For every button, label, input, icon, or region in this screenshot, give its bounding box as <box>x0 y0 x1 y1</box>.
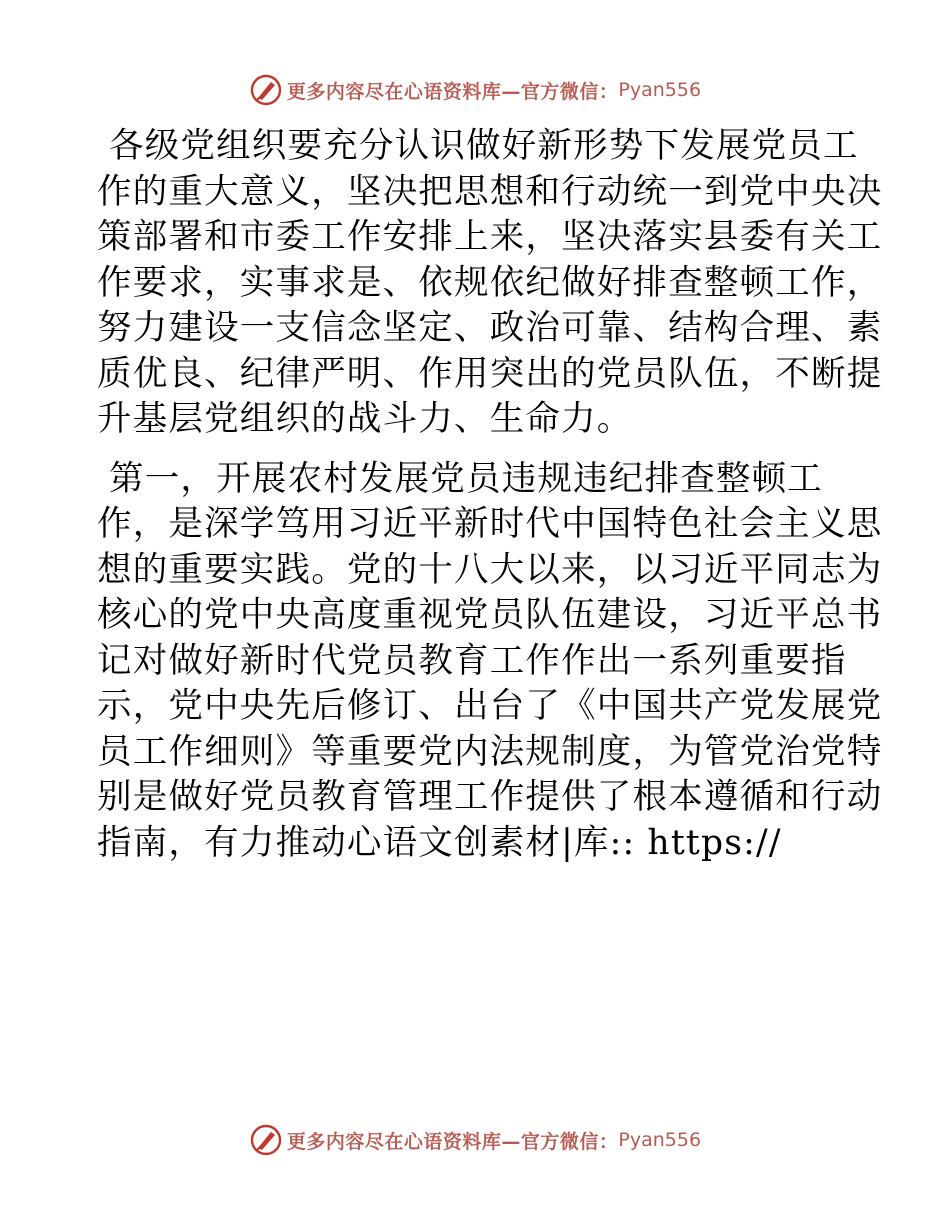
footer-banner-text: 更多内容尽在心语资料库—官方微信： <box>286 1130 619 1153</box>
paragraph-line: 各级党组织要充分认识做好新形势下发展党员工 <box>109 126 859 166</box>
paragraph-line: 员工作细则》等重要党内法规制度，为管党治党特 <box>97 731 883 772</box>
paragraph-2 <box>97 457 883 867</box>
document-body <box>97 124 883 880</box>
paragraph-line: 想的重要实践。党的十八大以来，以习近平同志为 <box>97 549 883 590</box>
header-banner <box>0 70 950 110</box>
footer-wechat-id: Pyan556 <box>618 1129 702 1151</box>
paragraph-1 <box>97 124 883 443</box>
paragraph-line: 作，是深学笃用习近平新时代中国特色社会主义思 <box>97 504 883 544</box>
paragraph-line: 别是做好党员教育管理工作提供了根本遵循和行动 <box>97 777 883 817</box>
paragraph-line: 升基层党组织的战斗力、生命力。 <box>97 399 633 439</box>
header-banner-text: 更多内容尽在心语资料库—官方微信： <box>286 80 619 103</box>
paragraph-line: 作的重大意义，坚决把思想和行动统一到党中央决 <box>97 171 883 212</box>
paragraph-line: 策部署和市委工作安排上来，坚决落实县委有关工 <box>97 217 883 257</box>
paragraph-line: 记对做好新时代党员教育工作作出一系列重要指 <box>97 640 847 681</box>
paragraph-line: 核心的党中央高度重视党员队伍建设，习近平总书 <box>97 595 883 635</box>
paragraph-line: 指南，有力推动心语文创素材|库:: https:// <box>97 822 782 863</box>
paragraph-line: 质优良、纪律严明、作用突出的党员队伍，不断提 <box>97 353 883 394</box>
header-wechat-id: Pyan556 <box>618 79 702 101</box>
paragraph-line: 第一，开展农村发展党员违规违纪排查整顿工 <box>109 458 823 499</box>
paragraph-line: 示，党中央先后修订、出台了《中国共产党发展党 <box>97 686 883 726</box>
paragraph-line: 作要求，实事求是、依规依纪做好排查整顿工作， <box>97 262 883 303</box>
quill-pen-logo-icon <box>249 1123 283 1157</box>
paragraph-line: 努力建设一支信念坚定、政治可靠、结构合理、素 <box>97 308 883 348</box>
quill-pen-logo-icon <box>249 73 283 107</box>
footer-banner <box>0 1120 950 1160</box>
